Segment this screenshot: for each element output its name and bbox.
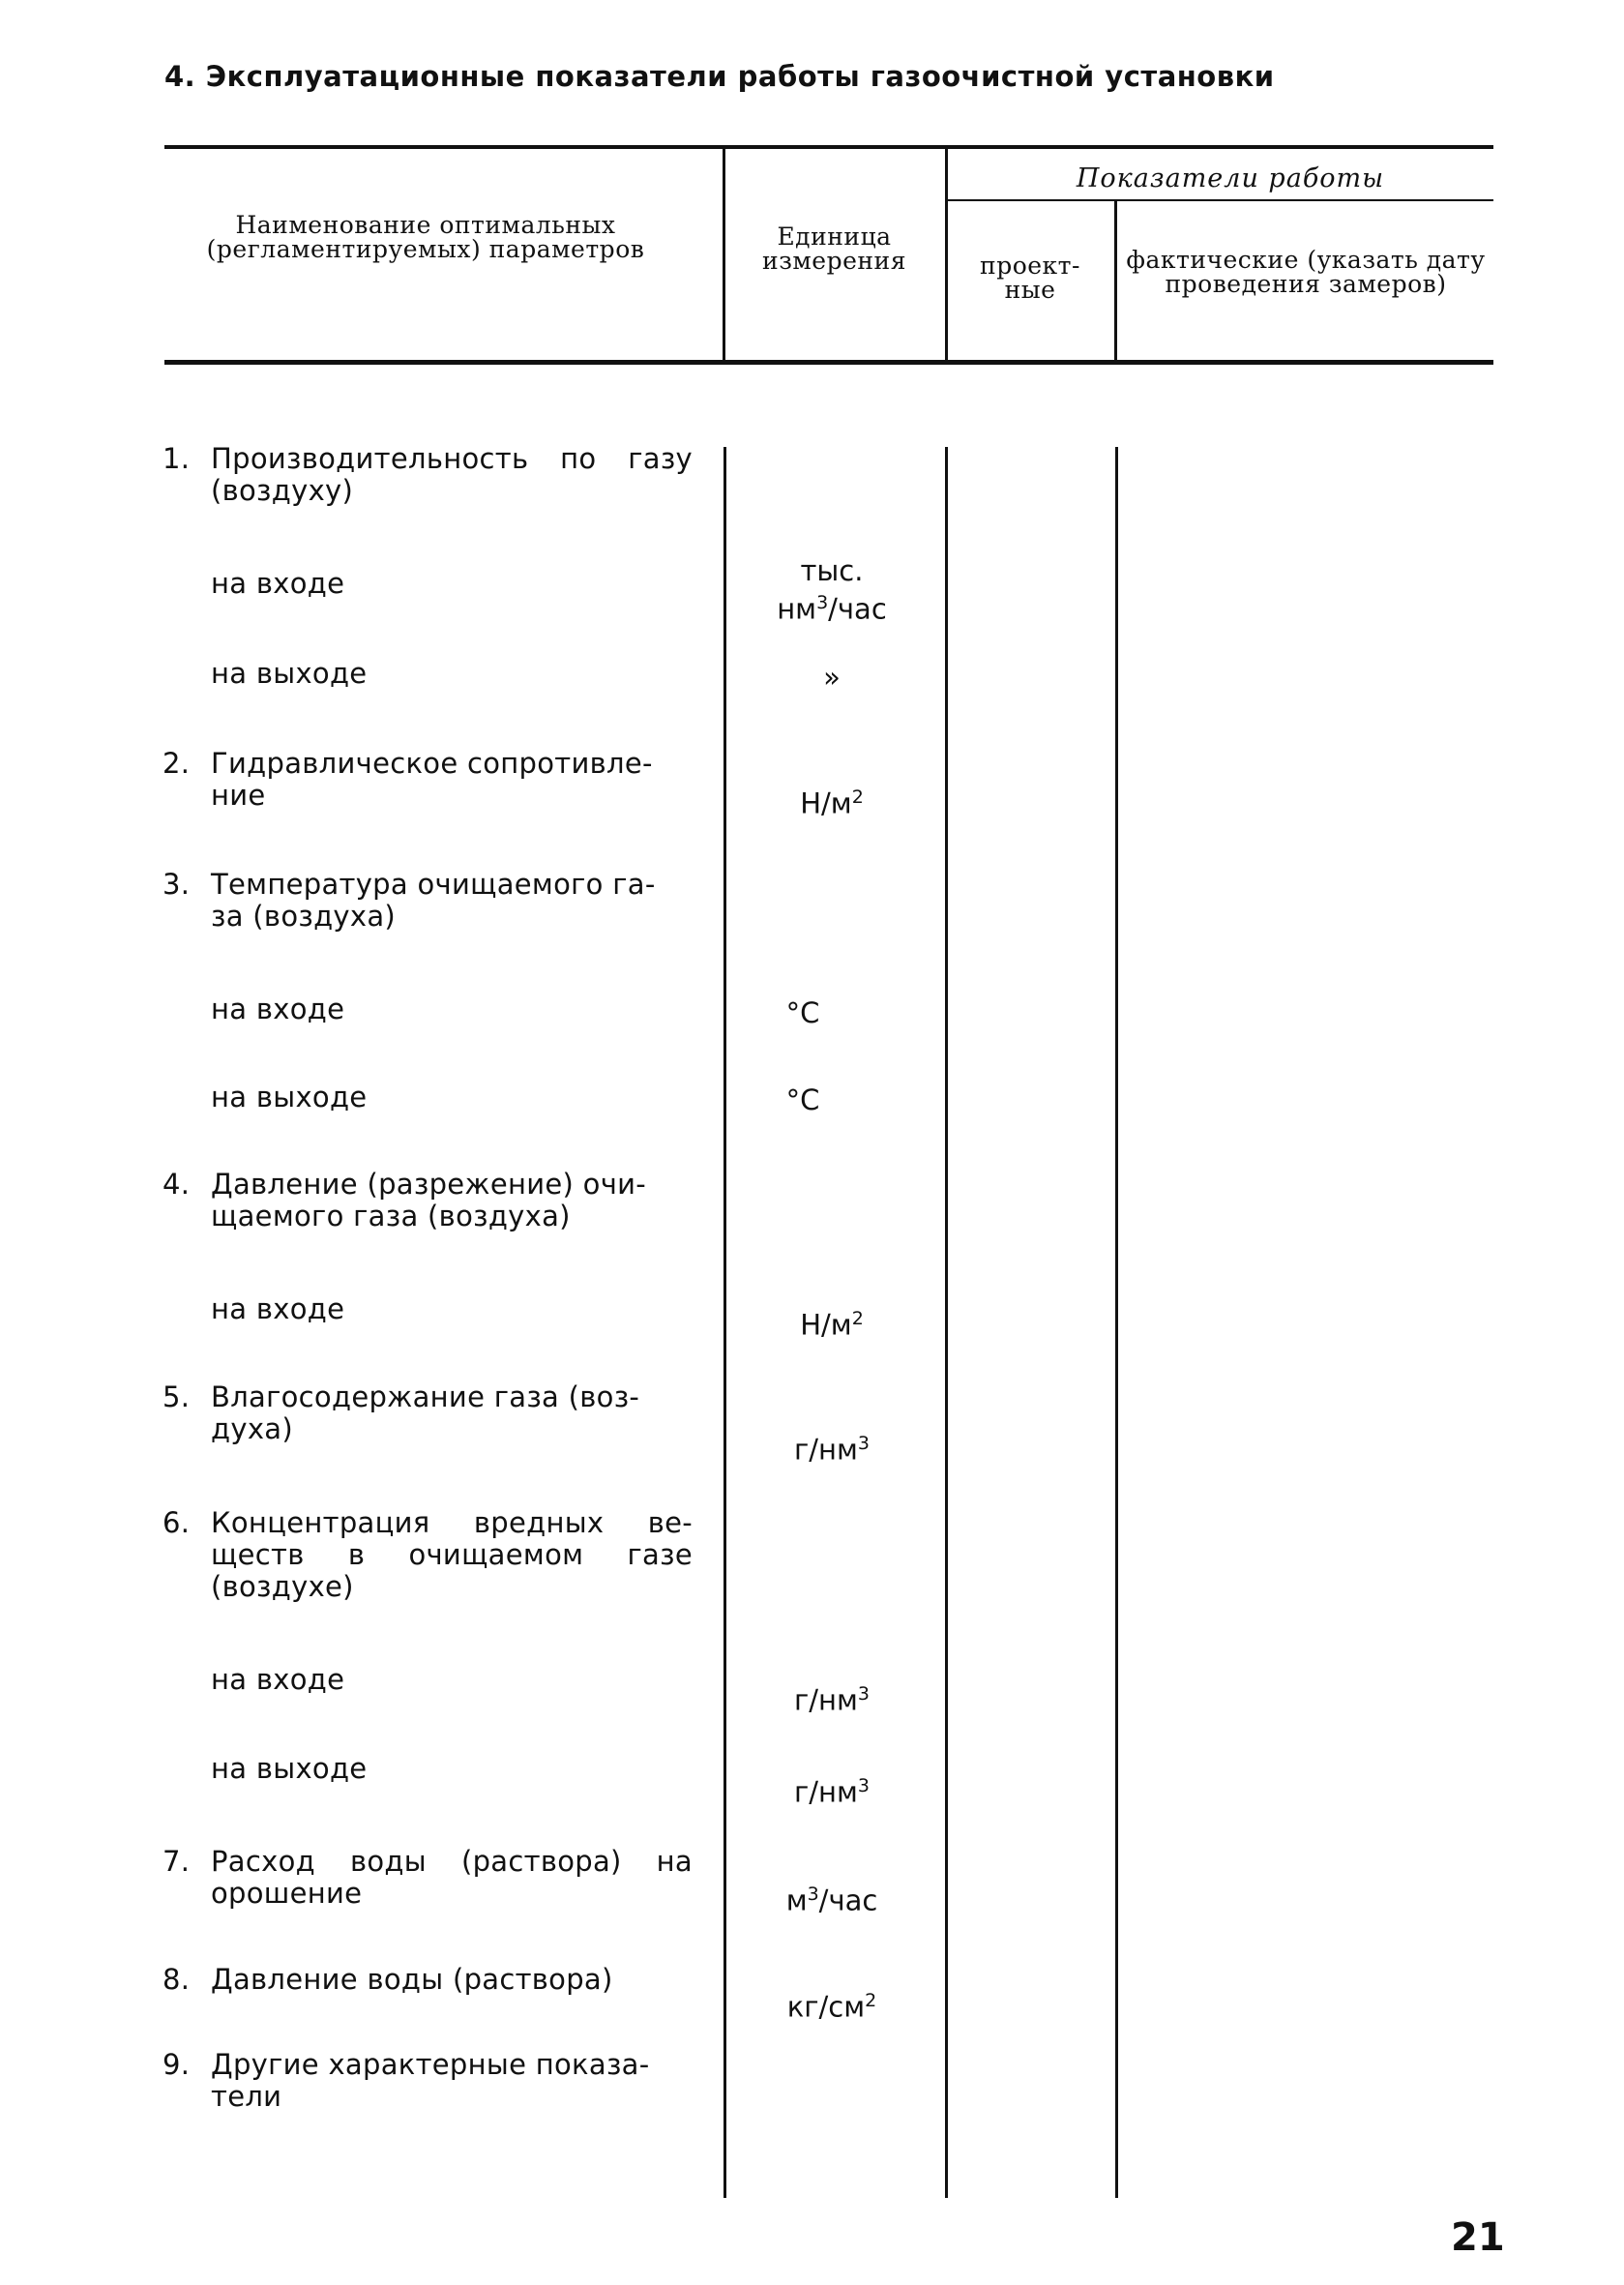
row-unit: $кг/см^2$ bbox=[786, 1990, 877, 2024]
group-header-rule bbox=[948, 199, 1493, 201]
header-design: проект-ные bbox=[980, 252, 1080, 304]
row-label: на входе bbox=[211, 1292, 345, 1325]
row-unit: $м^3$/час bbox=[785, 1884, 878, 1917]
header-name: Наименование оптимальных (регламентируемых) параметров bbox=[206, 211, 645, 263]
header-unit: Единица измерения bbox=[762, 223, 906, 275]
row-unit: °С bbox=[785, 1083, 820, 1116]
header-divider-3 bbox=[1114, 200, 1117, 360]
row-label: на входе bbox=[211, 993, 345, 1025]
row-label: 9. Другие характерные показа- тели bbox=[162, 2048, 650, 2113]
row-unit: °С bbox=[785, 996, 820, 1029]
row-label: 8. Давление воды (раствора) bbox=[162, 1963, 613, 1996]
row-unit: $Н/м^2$ bbox=[800, 1308, 864, 1342]
row-label: на выходе bbox=[211, 657, 368, 690]
row-unit: $г/нм^3$ bbox=[794, 1775, 870, 1809]
row-unit: тыс. $нм^3$/час bbox=[777, 554, 887, 626]
row-label: 5. Влагосодержание газа (воз- духа) bbox=[162, 1380, 640, 1445]
row-label: 3. Температура очищаемого га- за (воздуха) bbox=[162, 868, 656, 933]
page-title: 4. Эксплуатационные показатели работы газоочистной установки bbox=[164, 60, 1275, 93]
row-label: 7. Расход воды (раствора) на орошение bbox=[162, 1845, 693, 1910]
row-label: 6. Концентрация вредных ве-ществ в очищаемом газе (воздухе) bbox=[162, 1506, 693, 1603]
row-label: 2. Гидравлическое сопротивле- ние bbox=[162, 747, 653, 812]
row-label: на выходе bbox=[211, 1081, 368, 1113]
body-divider-3 bbox=[1115, 447, 1118, 2198]
row-unit: » bbox=[823, 661, 841, 694]
body-divider-1 bbox=[723, 447, 726, 2198]
body-divider-2 bbox=[945, 447, 948, 2198]
row-label: 4. Давление (разрежение) очи- щаемого газа (воздуха) bbox=[162, 1168, 647, 1232]
header-divider-2 bbox=[945, 147, 948, 360]
header-divider-1 bbox=[723, 147, 725, 360]
row-label: на выходе bbox=[211, 1752, 368, 1785]
row-label: на входе bbox=[211, 1663, 345, 1696]
header-bottom-rule bbox=[164, 360, 1493, 365]
table-top-rule bbox=[164, 145, 1493, 149]
row-label: 1. Производительность по газу (воздуху) bbox=[162, 442, 693, 507]
page-number: 21 bbox=[1451, 2215, 1505, 2260]
header-group: Показатели работы bbox=[1076, 163, 1385, 193]
row-label: на входе bbox=[211, 567, 345, 600]
row-unit: $г/нм^3$ bbox=[794, 1683, 870, 1717]
row-unit: $г/нм^3$ bbox=[794, 1433, 870, 1467]
row-unit: $Н/м^2$ bbox=[800, 786, 864, 820]
header-actual: фактические (указать дату проведения замеров) bbox=[1126, 246, 1486, 298]
